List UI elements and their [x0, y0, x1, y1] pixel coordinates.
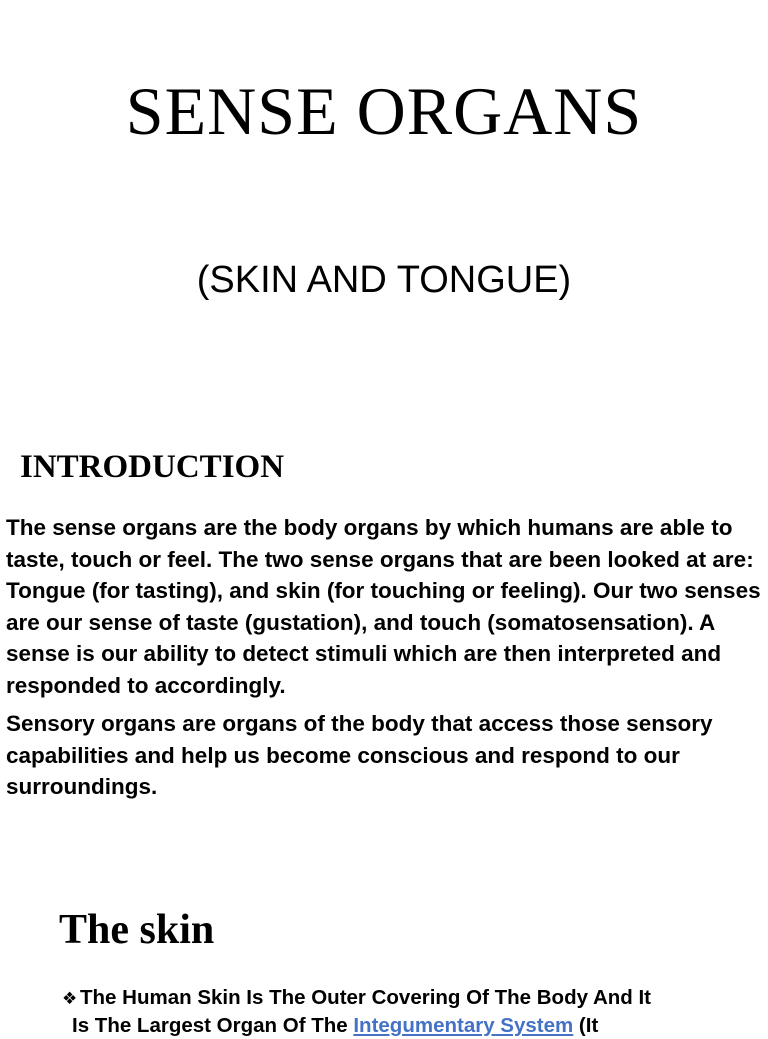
skin-bullet-item: [62, 984, 752, 1039]
skin-bullet-text: The Human Skin Is The Outer Covering Of The Body And It: [80, 986, 652, 1009]
integumentary-system-link[interactable]: Integumentary System: [353, 1014, 574, 1037]
skin-bullet-text-prefix: Is The Largest Organ Of The: [72, 1014, 354, 1037]
page-subtitle: (SKIN AND TONGUE): [196, 259, 572, 301]
skin-bullet-line-1: [62, 984, 752, 1012]
skin-bullet-line-2: [62, 1012, 752, 1039]
introduction-paragraph: Sensory organs are organs of the body that access those sensory capabilities and help us become conscious and respond to our surroundings.: [6, 711, 713, 799]
page-title: SENSE ORGANS: [125, 73, 643, 149]
skin-section-heading: The skin: [59, 907, 215, 953]
diamond-bullet-icon: ❖: [62, 989, 78, 1008]
introduction-paragraph: The sense organs are the body organs by which humans are able to taste, touch or feel. The two sense organs that are been looked at are: Tongue (for tasting), and skin (for touching or feeling). Our two senses are our sense of taste (gustation), and touch (somatosensation). A sense is our ability to detect stimuli which are then interpreted and responded to accordingly.: [6, 515, 761, 698]
introduction-body: [6, 512, 764, 810]
introduction-heading: INTRODUCTION: [20, 449, 285, 485]
skin-bullet-text-suffix: (It: [573, 1014, 599, 1037]
